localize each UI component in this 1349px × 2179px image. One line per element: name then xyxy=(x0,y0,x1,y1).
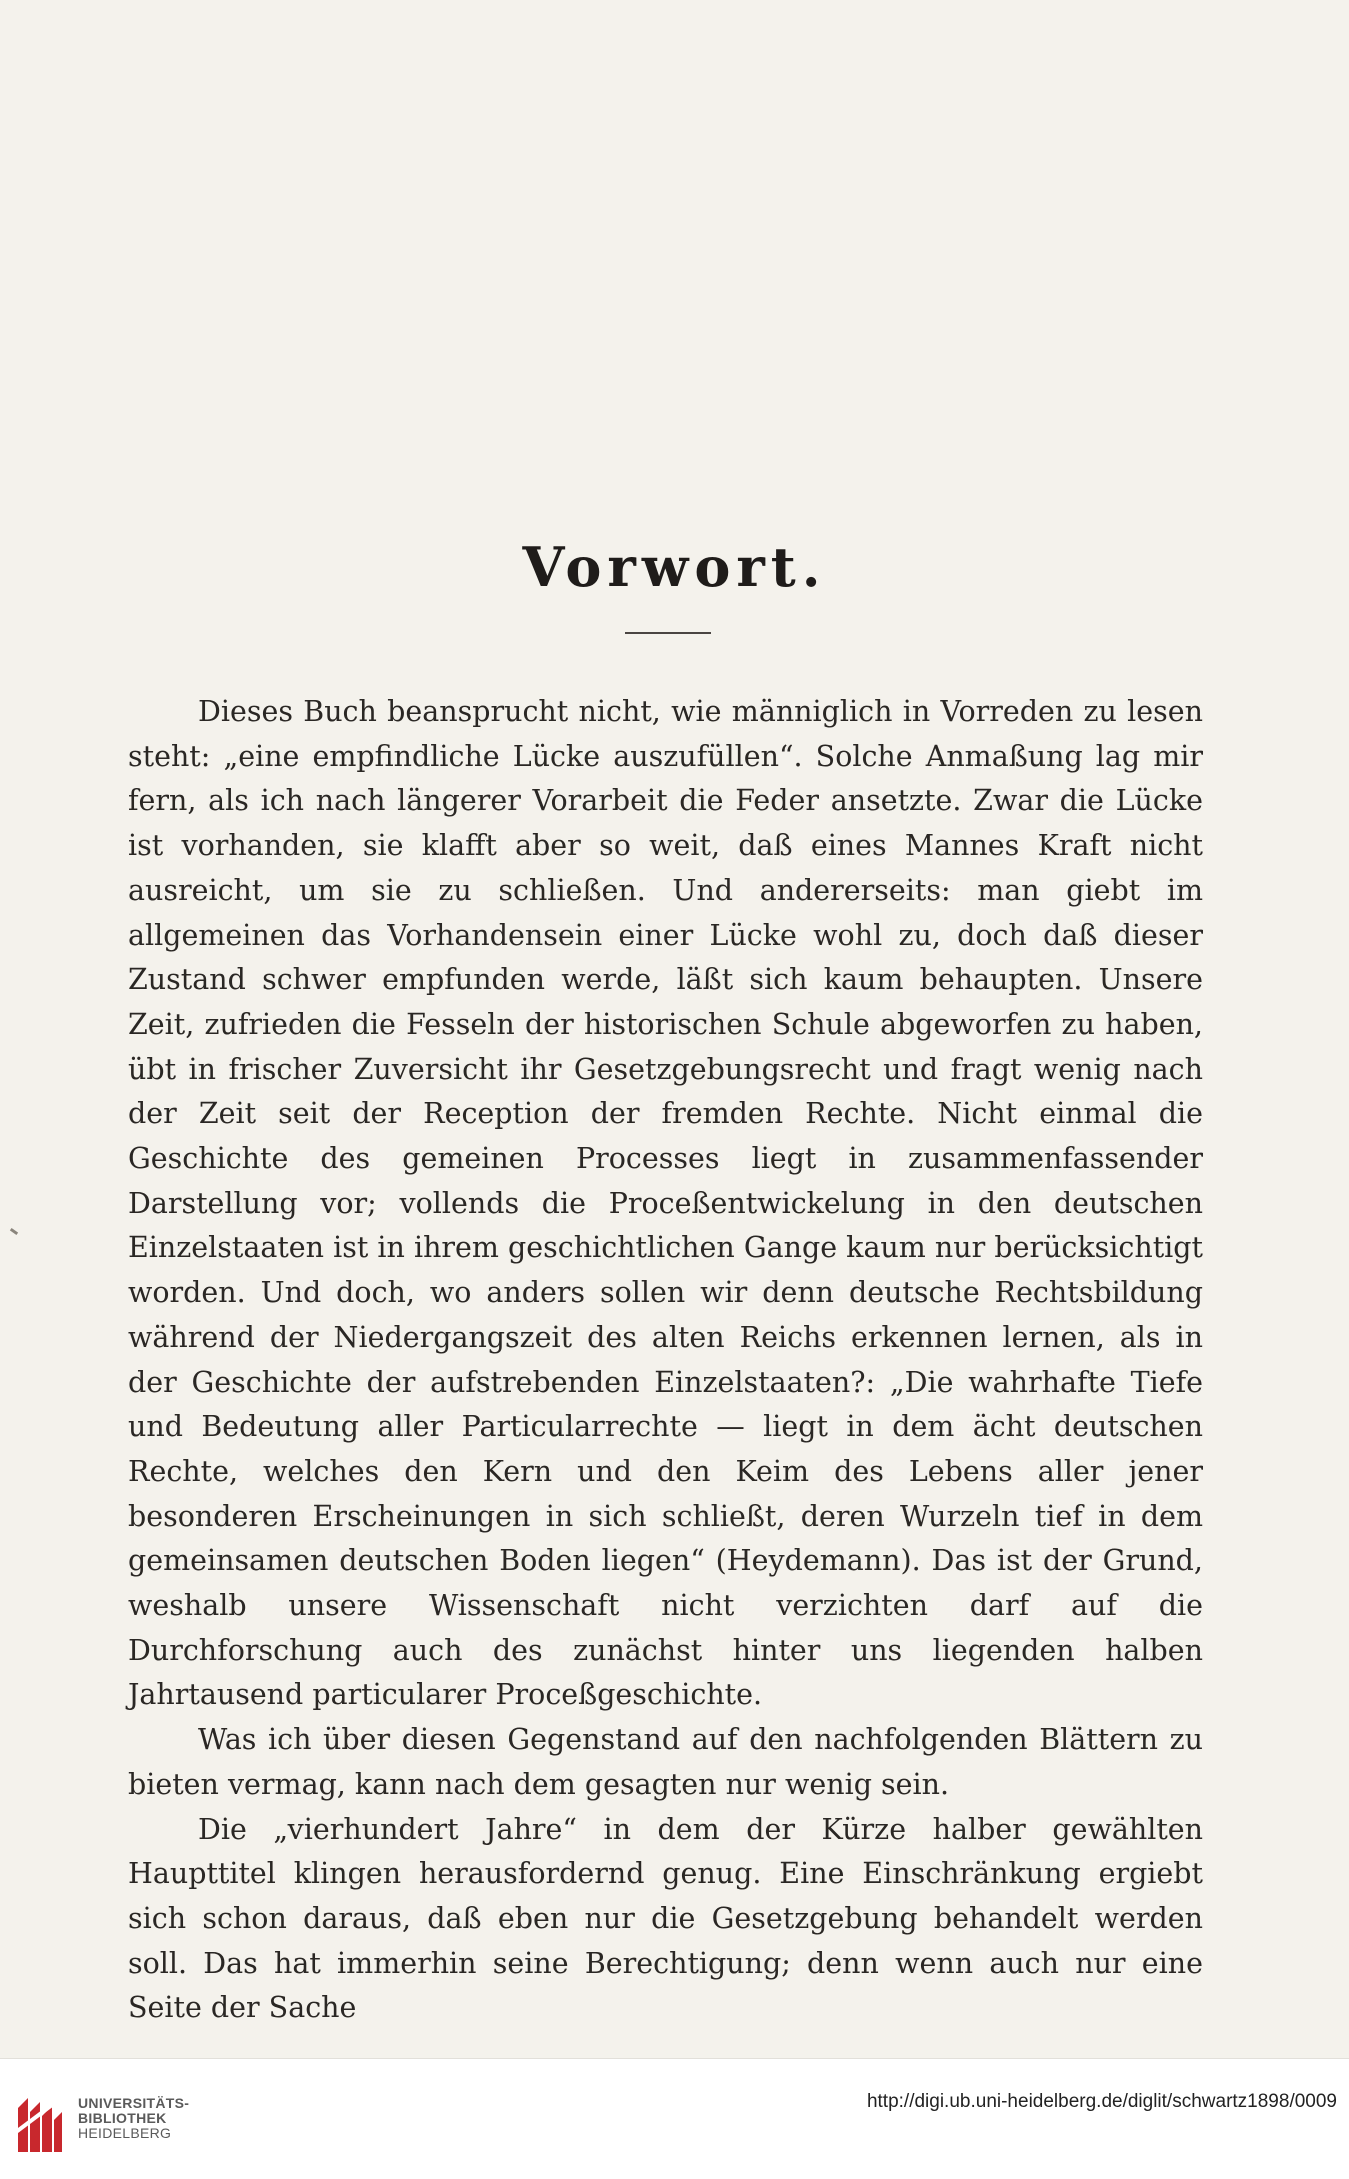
body-text xyxy=(128,690,1203,2031)
library-name-line-3: HEIDELBERG xyxy=(78,2125,172,2141)
title-divider xyxy=(625,632,711,634)
paragraph-3: Die „vierhundert Jahre“ in dem der Kürze halber gewählten Haupttitel klingen herausfordernd genug. Eine Einschränkung ergiebt sich schon daraus, daß eben nur die Gesetzgebung behandelt werden soll. Das hat immerhin seine Berechtigung; denn wenn auch nur eine Seite der Sache xyxy=(128,1812,1203,2025)
footer-bar xyxy=(0,2058,1349,2179)
margin-mark xyxy=(10,1228,18,1235)
heidelberg-library-logo-icon[interactable] xyxy=(14,2092,66,2156)
paragraph-1: Dieses Buch beansprucht nicht, wie männiglich in Vorreden zu lesen steht: „eine empfindliche Lücke auszufüllen“. Solche Anmaßung lag mir fern, als ich nach längerer Vorarbeit die Feder ansetzte. Zwar die Lücke ist vorhanden, sie klafft aber so weit, daß eines Mannes Kraft nicht ausreicht, um sie zu schließen. Und andererseits: man giebt im allgemeinen das Vorhandensein einer Lücke wohl zu, doch daß dieser Zustand schwer empfunden werde, läßt sich kaum behaupten. Unsere Zeit, zufrieden die Fesseln der historischen Schule abgeworfen zu haben, übt in frischer Zuversicht ihr Gesetzgebungsrecht und fragt wenig nach der Zeit seit der Reception der fremden Rechte. Nicht einmal die Geschichte des gemeinen Processes liegt in zusammenfassender Darstellung vor; vollends die Proceßentwickelung in den deutschen Einzelstaaten ist in ihrem geschichtlichen Gange kaum nur berücksichtigt worden. Und doch, wo anders sollen wir denn deutsche Rechtsbildung während der Niedergangszeit des alten Reichs erkennen lernen, als in der Geschichte der aufstrebenden Einzelstaaten?: „Die wahrhafte Tiefe und Bedeutung aller Particularrechte — liegt in dem ächt deutschen Rechte, welches den Kern und den Keim des Lebens aller jener besonderen Erscheinungen in sich schließt, deren Wurzeln tief in dem gemeinsamen deutschen Boden liegen“ (Heydemann). Das ist der Grund, weshalb unsere Wissenschaft nicht verzichten darf auf die Durchforschung auch des zunächst hinter uns liegenden halben Jahrtausend particularer Proceßgeschichte. xyxy=(128,695,1203,1712)
page-title: Vorwort. xyxy=(522,535,827,599)
library-name-line-2: BIBLIOTHEK xyxy=(78,2110,167,2126)
source-url-link[interactable]: http://digi.ub.uni-heidelberg.de/diglit/schwartz1898/0009 xyxy=(866,2091,1337,2112)
paragraph-2: Was ich über diesen Gegenstand auf den nachfolgenden Blättern zu bieten vermag, kann nach dem gesagten nur wenig sein. xyxy=(128,1723,1203,1801)
bleed-through-mark xyxy=(1178,48,1188,76)
library-name-line-1: UNIVERSITÄTS- xyxy=(78,2095,190,2111)
library-name xyxy=(78,2096,189,2141)
